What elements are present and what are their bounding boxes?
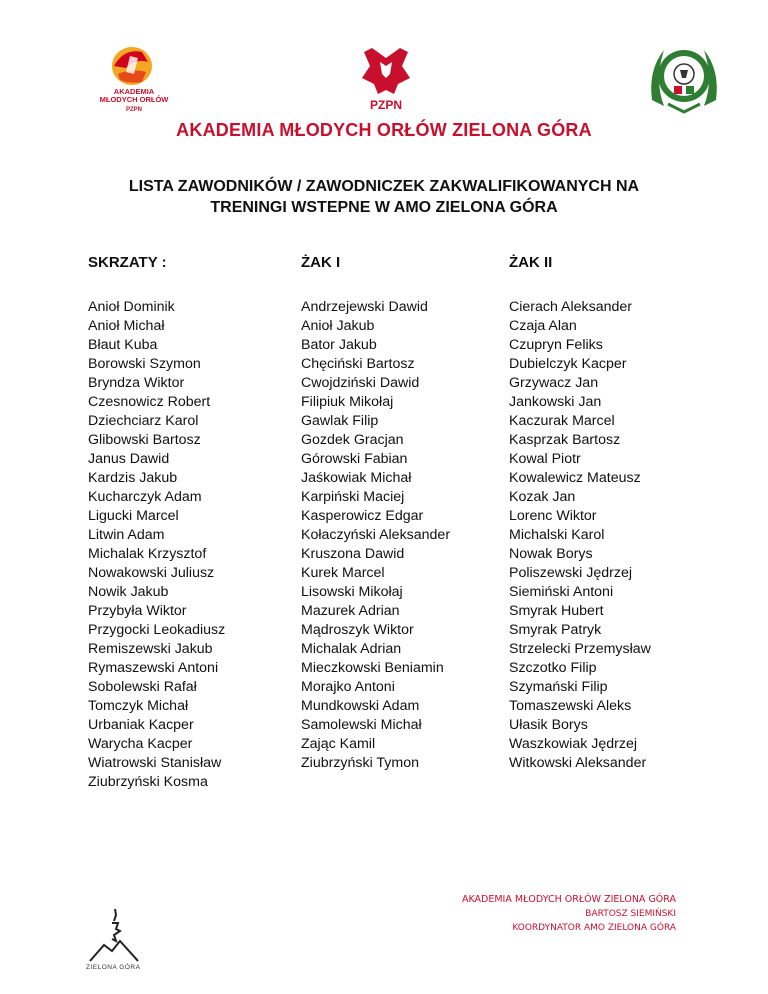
subtitle-line-1: LISTA ZAWODNIKÓW / ZAWODNICZEK ZAKWALIFIKOWANYCH NA bbox=[128, 178, 640, 195]
player-name: Dziechciarz Karol bbox=[88, 413, 199, 429]
footer-line-1: AKADEMIA MŁODYCH ORŁÓW ZIELONA GÓRA bbox=[461, 894, 676, 905]
player-name: Dubielczyk Kacper bbox=[509, 356, 627, 372]
column-skrzaty bbox=[88, 254, 288, 792]
player-name: Anioł Jakub bbox=[301, 318, 375, 334]
player-name: Mazurek Adrian bbox=[301, 603, 400, 619]
player-name: Jaśkowiak Michał bbox=[301, 470, 412, 486]
player-name: Ułasik Borys bbox=[509, 717, 588, 733]
player-name: Tomaszewski Aleks bbox=[509, 698, 632, 714]
player-list bbox=[301, 298, 501, 773]
player-name: Anioł Michał bbox=[88, 318, 165, 334]
player-name: Kasprzak Bartosz bbox=[509, 432, 621, 448]
player-name: Urbaniak Kacper bbox=[88, 717, 194, 733]
player-name: Chęciński Bartosz bbox=[301, 356, 415, 372]
column-zak-2 bbox=[509, 254, 709, 773]
player-name: Mądroszyk Wiktor bbox=[301, 622, 414, 638]
player-name: Przygocki Leokadiusz bbox=[88, 622, 226, 638]
player-name: Poliszewski Jędrzej bbox=[509, 565, 632, 581]
player-name: Górowski Fabian bbox=[301, 451, 408, 467]
player-name: Kowalewicz Mateusz bbox=[509, 470, 641, 486]
player-name: Waszkowiak Jędrzej bbox=[509, 736, 637, 752]
player-name: Ligucki Marcel bbox=[88, 508, 179, 524]
player-name: Bator Jakub bbox=[301, 337, 377, 353]
footer-line-3: KOORDYNATOR AMO ZIELONA GÓRA bbox=[512, 923, 676, 933]
player-name: Ziubrzyński Tymon bbox=[301, 755, 420, 771]
player-name: Czupryn Feliks bbox=[509, 337, 603, 353]
player-name: Cierach Aleksander bbox=[509, 299, 633, 315]
player-name: Kasperowicz Edgar bbox=[301, 508, 424, 524]
player-name: Grzywacz Jan bbox=[509, 375, 599, 391]
player-name: Janus Dawid bbox=[88, 451, 170, 467]
player-name: Czaja Alan bbox=[509, 318, 577, 334]
player-list bbox=[509, 298, 709, 773]
player-name: Kurek Marcel bbox=[301, 565, 385, 581]
player-name: Lorenc Wiktor bbox=[509, 508, 597, 524]
player-name: Smyrak Patryk bbox=[509, 622, 602, 638]
player-name: Sobolewski Rafał bbox=[88, 679, 197, 695]
player-name: Czesnowicz Robert bbox=[88, 394, 211, 410]
player-name: Szczotko Filip bbox=[509, 660, 597, 676]
player-name: Ziubrzyński Kosma bbox=[88, 774, 208, 790]
column-heading: SKRZATY : bbox=[88, 254, 167, 271]
column-zak-1 bbox=[301, 254, 501, 773]
player-name: Bryndza Wiktor bbox=[88, 375, 185, 391]
player-name: Michalak Adrian bbox=[301, 641, 402, 657]
column-heading: ŻAK II bbox=[509, 254, 553, 271]
player-name: Błaut Kuba bbox=[88, 337, 158, 353]
player-name: Nowak Borys bbox=[509, 546, 593, 562]
player-name: Glibowski Bartosz bbox=[88, 432, 201, 448]
player-name: Nowakowski Juliusz bbox=[88, 565, 215, 581]
player-name: Strzelecki Przemysław bbox=[509, 641, 651, 657]
player-name: Cwojdziński Dawid bbox=[301, 375, 420, 391]
amo-logo-text-3: PZPN bbox=[125, 107, 142, 113]
player-name: Gozdek Gracjan bbox=[301, 432, 404, 448]
player-name: Tomczyk Michał bbox=[88, 698, 189, 714]
player-name: Borowski Szymon bbox=[88, 356, 201, 372]
player-name: Mundkowski Adam bbox=[301, 698, 420, 714]
subtitle-line-2: TRENINGI WSTEPNE W AMO ZIELONA GÓRA bbox=[210, 199, 558, 216]
player-name: Mieczkowski Beniamin bbox=[301, 660, 444, 676]
player-name: Jankowski Jan bbox=[509, 394, 602, 410]
zielona-gora-logo-text: ZIELONA GÓRA bbox=[86, 964, 141, 971]
player-name: Siemiński Antoni bbox=[509, 584, 614, 600]
player-name: Warycha Kacper bbox=[88, 736, 193, 752]
player-name: Wiatrowski Stanisław bbox=[88, 755, 222, 771]
player-name: Litwin Adam bbox=[88, 527, 165, 543]
player-name: Kardzis Jakub bbox=[88, 470, 178, 486]
player-name: Kaczurak Marcel bbox=[509, 413, 615, 429]
player-name: Przybyła Wiktor bbox=[88, 603, 187, 619]
player-name: Kucharczyk Adam bbox=[88, 489, 202, 505]
player-name: Andrzejewski Dawid bbox=[301, 299, 428, 315]
player-name: Gawlak Filip bbox=[301, 413, 379, 429]
player-name: Kozak Jan bbox=[509, 489, 576, 505]
player-name: Witkowski Aleksander bbox=[509, 755, 647, 771]
player-name: Smyrak Hubert bbox=[509, 603, 604, 619]
player-name: Szymański Filip bbox=[509, 679, 608, 695]
amo-logo-text-1: AKADEMIA bbox=[113, 87, 155, 96]
player-name: Michalski Karol bbox=[509, 527, 605, 543]
player-name: Anioł Dominik bbox=[88, 299, 175, 315]
player-name: Lisowski Mikołaj bbox=[301, 584, 403, 600]
player-name: Filipiuk Mikołaj bbox=[301, 394, 394, 410]
player-name: Kowal Piotr bbox=[509, 451, 581, 467]
footer-line-2: BARTOSZ SIEMIŃSKI bbox=[585, 909, 676, 919]
player-name: Karpiński Maciej bbox=[301, 489, 405, 505]
column-heading: ŻAK I bbox=[301, 254, 341, 271]
player-name: Nowik Jakub bbox=[88, 584, 169, 600]
club-crest-logo bbox=[644, 40, 724, 120]
player-name: Remiszewski Jakub bbox=[88, 641, 213, 657]
player-name: Zając Kamil bbox=[301, 736, 376, 752]
document-subtitle bbox=[100, 176, 668, 218]
page-title: AKADEMIA MŁODYCH ORŁÓW ZIELONA GÓRA bbox=[176, 120, 592, 140]
player-list bbox=[88, 298, 288, 792]
player-name: Kruszona Dawid bbox=[301, 546, 405, 562]
player-name: Michalak Krzysztof bbox=[88, 546, 207, 562]
amo-logo-text-2: MŁODYCH ORŁÓW bbox=[99, 95, 169, 104]
player-name: Morajko Antoni bbox=[301, 679, 395, 695]
footer-signature bbox=[462, 893, 676, 935]
player-name: Samolewski Michał bbox=[301, 717, 422, 733]
player-name: Rymaszewski Antoni bbox=[88, 660, 219, 676]
pzpn-logo-text: PZPN bbox=[369, 98, 402, 112]
player-name: Kołaczyński Aleksander bbox=[301, 527, 451, 543]
